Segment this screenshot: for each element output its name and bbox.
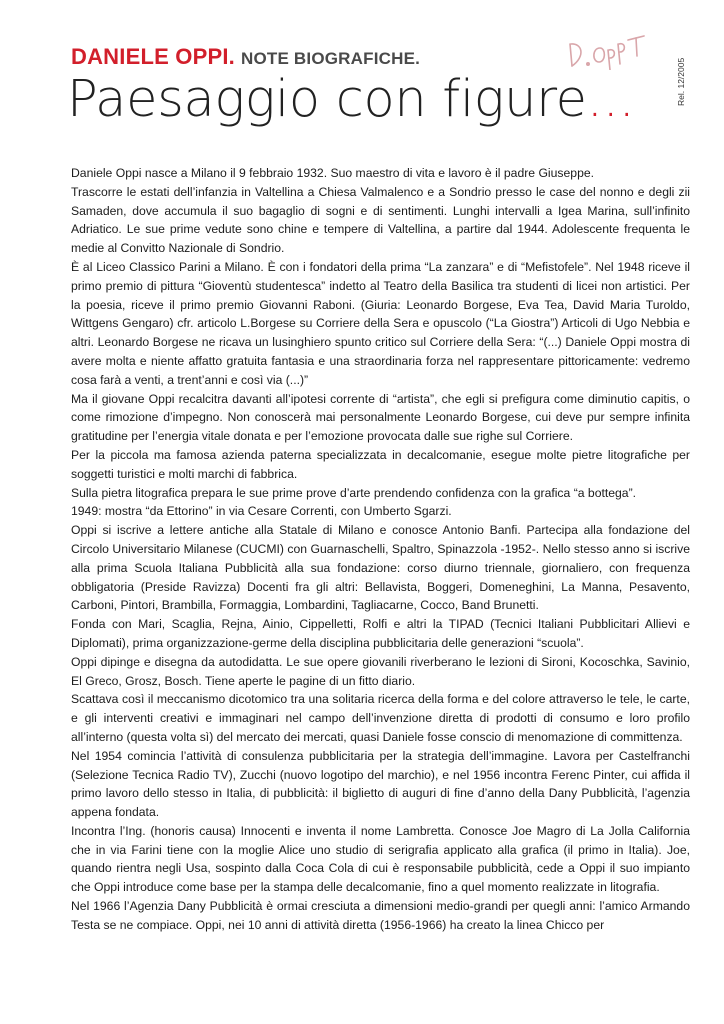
page-title-text: Paesaggio con figure (67, 70, 587, 129)
paragraph: Per la piccola ma famosa azienda paterna specializzata in decalcomanie, esegue molte pietre litografiche per soggetti turistici e molti marchi di fabbrica. (71, 447, 690, 481)
paragraph: Fonda con Mari, Scaglia, Rejna, Ainio, Cippelletti, Rolfi e altri la TIPAD (Tecnici Italiani Pubblicitari Allievi e Diplomati), prima organizzazione-germe della disciplina pubblicitaria delle generazioni “scuola”. (71, 617, 690, 650)
paragraph: Nel 1966 l’Agenzia Dany Pubblicità è ormai cresciuta a dimensioni medio-grandi per quegli anni: l’amico Armando Testa se ne compiace. Oppi, nei 10 anni di attività diretta (1956-1966) ha creato la linea Chicco per (71, 899, 690, 932)
signature-image (566, 26, 646, 70)
page-title (67, 70, 635, 129)
biography-body (71, 164, 690, 935)
paragraph: Sulla pietra litografica prepara le sue prime prove d’arte prendendo confidenza con la grafica “a bottega”. (71, 485, 637, 500)
paragraph: Daniele Oppi nasce a Milano il 9 febbraio 1932. Suo maestro di vita e lavoro è il padre Giuseppe. (71, 166, 595, 180)
paragraph: 1949: mostra “da Ettorino” in via Cesare Correnti, con Umberto Sgarzi. (71, 504, 452, 519)
author-name: DANIELE OPPI. (71, 44, 235, 69)
paragraph: Oppi si iscrive a lettere antiche alla Statale di Milano e conosce Antonio Banfi. Partecipa alla fondazione del Circolo Universitario Milanese (CUCMI) con Guarnaschelli, Spaltro, Spinazzola -1952-. Nello stesso anno si iscrive alla prima Scuola Italiana Pubblicità alla sua fondazione: corso diurno triennale, giornaliero, con frequenza obbligatoria (Preside Ravizza) Docenti fra gli altri: Bellavista, Boggeri, Domeneghini, La Manna, Pesavento, Carboni, Pintori, Brambilla, Formaggia, Lombardini, Tagliacarne, Cocco, Band Brunetti. (71, 523, 690, 613)
title-ellipsis: ... (586, 70, 635, 129)
paragraph: Incontra l’Ing. (honoris causa) Innocenti e inventa il nome Lambretta. Conosce Joe Magro di La Jolla California che in via Farini tiene con la moglie Alice uno studio di serigrafia applicato alla grafica (il primo in Italia). Joe, quando rientra negli Usa, sospinto dalla Coca Cola di cui è responsabile pubblicità, cede a Oppi il suo impianto che Oppi introduce come base per la stampa delle decalcomanie, fino a quel momento realizzate in litografia. (71, 823, 690, 895)
header-subtitle: NOTE BIOGRAFICHE. (240, 49, 421, 68)
paragraph: Nel 1954 comincia l’attività di consulenza pubblicitaria per la strategia dell’immagine. Lavora per Castelfranchi (Selezione Tecnica Radio TV), Zucchi (nuovo logotipo del marchio), e nel 1956 incontra Ferenc Pinter, cui affida il primo lavoro dello stesso in Italia, di pubblicità: il biglietto di auguri di fine d’anno della Dany Pubblicità, l’agenzia appena fondata. (71, 748, 690, 820)
paragraph: Scattava così il meccanismo dicotomico tra una solitaria ricerca della forma e del colore attraverso le tele, le carte, e gli interventi creativi e immaginari nel campo dell’invenzione diretta di prodotti di consumo e loro profilo all’interno (questa volta sì) del mercato dei mercati, quasi Daniele fosse conscio di menomazione di committenza. (71, 692, 690, 744)
paragraph: Oppi dipinge e disegna da autodidatta. Le sue opere giovanili riverberano le lezioni di Sironi, Kocoschka, Savinio, El Greco, Grosz, Bosch. Tiene aperte le pagine di un fitto diario. (71, 654, 690, 688)
paragraph: È al Liceo Classico Parini a Milano. È con i fondatori della prima “La zanzara” e di “Mefistofele”. Nel 1948 riceve il primo premio di pittura “Gioventù studentesca” indetto al Teatro della Basilica tra studenti di licei non artistici. Per la poesia, riceve il primo premio Giovanni Raboni. (Giuria: Leonardo Borgese, Eva Tea, David Maria Turoldo, Wittgens Gengaro) cfr. articolo L.Borgese su Corriere della Sera e opuscolo (“La Giostra”) Articoli di Ugo Nebbia e altri. Leonardo Borgese ne ricava un lusinghiero spunto critico sul Corriere della Sera: “(...) Daniele Oppi mostra di avere molta e niente affatto gratuita fantasia e una straordinaria forza nel rappresentare pittoricamente: vedremo cosa farà a venti, a trent’anni e così via (...)” (71, 259, 690, 387)
header-line (71, 44, 420, 70)
paragraph: Ma il giovane Oppi recalcitra davanti all’ipotesi corrente di “artista”, che egli si prefigura come diminutio capitis, o come rimozione d’impegno. Non conoscerà mai personalmente Leonardo Borgese, cui deve pur sempre infinita gratitudine per l’energia vitale donata e per l’emozione provocata dalle sue righe sul Corriere. (71, 391, 690, 444)
side-note: Rel. 12/2005 (676, 57, 686, 106)
paragraph: Trascorre le estati dell’infanzia in Valtellina a Chiesa Valmalenco e a Sondrio presso le case del nonno e degli zii Samaden, dove accumula il suo bagaglio di sogni e di sentimenti. Lunghi intervalli a Igea Marina, sull’infinito Adriatico. Le sue prime vedute sono chine e tempere di Valtellina, a partire dal 1944. Adolescente frequenta le medie al Convitto Nazionale di Sondrio. (71, 184, 690, 256)
